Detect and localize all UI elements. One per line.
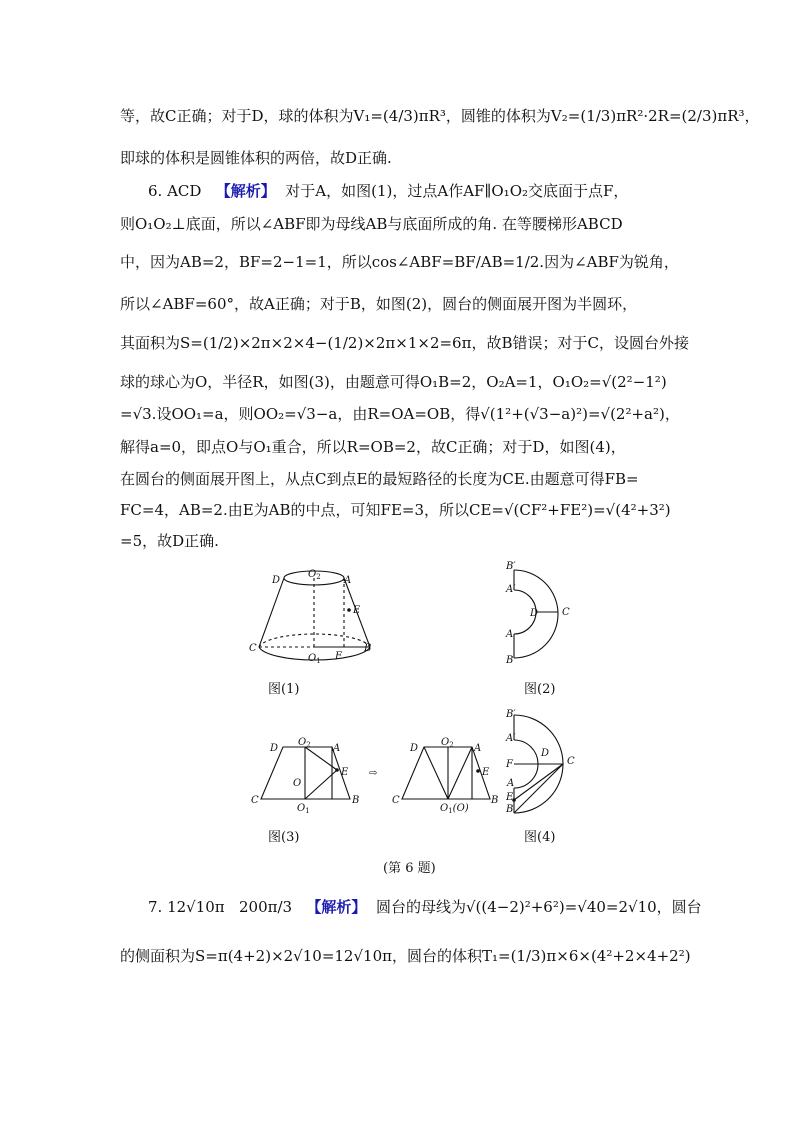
fig3-label-E: E bbox=[341, 767, 349, 778]
fig3-label-O: O bbox=[293, 778, 302, 789]
fig4-label-A: A bbox=[507, 778, 515, 789]
fig4-caption: 图(4) bbox=[524, 830, 556, 845]
fig1-label-O2: $O_2$ bbox=[308, 569, 321, 581]
fig4-label-Ap: A′ bbox=[506, 733, 516, 744]
para-line-10: 解得a=0，即点O与O₁重合，所以R=OB=2，故C正确；对于D，如图(4)， bbox=[120, 438, 626, 456]
analysis-tag: 【解析】 bbox=[215, 182, 276, 200]
figure-3b-trapezoid bbox=[402, 747, 490, 799]
para-line-11: 在圆台的侧面展开图上，从点C到点E的最短路径的长度为CE.由题意可得FB= bbox=[120, 470, 639, 488]
fig1-label-F: F bbox=[335, 651, 342, 662]
fig1-label-O1: $O_1$ bbox=[308, 653, 321, 665]
fig3-label-B: B bbox=[352, 795, 360, 806]
para-line-9: =√3.设OO₁=a，则OO₂=√3−a，由R=OA=OB，得√(1²+(√3−a)²)=√(2²+a²)， bbox=[120, 405, 680, 423]
transform-arrow: ⇨ bbox=[369, 768, 378, 779]
fig1-label-A: A bbox=[344, 575, 352, 586]
fig4-label-E: E bbox=[506, 792, 514, 803]
fig3-label-A: A bbox=[333, 743, 341, 754]
fig3b-label-C: C bbox=[392, 795, 400, 806]
fig2-label-A: A bbox=[506, 629, 514, 640]
analysis-tag-7: 【解析】 bbox=[306, 898, 367, 916]
fig2-caption: 图(2) bbox=[524, 682, 556, 697]
fig4-label-Bp: B′ bbox=[506, 709, 516, 720]
fig4-label-D: D bbox=[541, 748, 550, 759]
fig3b-label-O2: $O_2$ bbox=[441, 737, 454, 749]
para-line-13: =5，故D正确. bbox=[120, 532, 219, 550]
para-line-5: 中，因为AB=2，BF=2−1=1，所以cos∠ABF=BF/AB=1/2.因为∠ABF为锐角， bbox=[120, 253, 679, 271]
para-line-12: FC=4，AB=2.由E为AB的中点，可知FE=3，所以CE=√(CF²+FE²)=√(4²+3²) bbox=[120, 501, 671, 519]
fig3-label-D: D bbox=[270, 743, 279, 754]
figure-3-trapezoid bbox=[261, 747, 350, 799]
fig1-label-D: D bbox=[272, 575, 281, 586]
fig2-label-B: B bbox=[506, 655, 514, 666]
fig2-label-Ap: A′ bbox=[506, 584, 516, 595]
answer-7-text: 圆台的母线为√((4−2)²+6²)=√40=2√10，圆台 bbox=[375, 898, 702, 916]
fig1-caption: 图(1) bbox=[268, 682, 300, 697]
fig3-label-O1: $O_1$ bbox=[297, 803, 310, 815]
answer-7-first: 7. 12√10π bbox=[148, 898, 225, 916]
fig1-label-B: B bbox=[364, 643, 372, 654]
para-line-15: 的侧面积为S=π(4+2)×2√10=12√10π，圆台的体积T₁=(1/3)π×6×(4²+2×4+2²) bbox=[120, 947, 691, 965]
fig4-label-F: F bbox=[506, 759, 513, 770]
fig2-label-D: D bbox=[530, 608, 539, 619]
fig3-label-C: C bbox=[251, 795, 259, 806]
para-line-8: 球的球心为O，半径R，如图(3)，由题意可得O₁B=2，O₂A=1，O₁O₂=√(2²−1²) bbox=[120, 373, 667, 391]
fig4-label-C: C bbox=[567, 756, 575, 767]
para-line-6: 所以∠ABF=60°，故A正确；对于B，如图(2)，圆台的侧面展开图为半圆环， bbox=[120, 295, 638, 313]
answer-7-second: 200π/3 bbox=[238, 898, 293, 916]
fig4-label-B: B bbox=[506, 804, 514, 815]
problem-caption: (第 6 题) bbox=[383, 861, 436, 876]
fig1-label-C: C bbox=[249, 643, 257, 654]
fig3b-label-A: A bbox=[474, 743, 482, 754]
para-line-7: 其面积为S=(1/2)×2π×2×4−(1/2)×2π×1×2=6π，故B错误；对于C，设圆台外接 bbox=[120, 334, 689, 352]
fig3b-label-D: D bbox=[410, 743, 419, 754]
answer-6-text: 对于A，如图(1)，过点A作AF∥O₁O₂交底面于点F， bbox=[285, 182, 629, 200]
fig3b-label-E: E bbox=[482, 767, 490, 778]
fig2-label-C: C bbox=[562, 607, 570, 618]
fig2-label-Bp: B′ bbox=[506, 561, 516, 572]
fig3-label-O2: $O_2$ bbox=[298, 737, 311, 749]
fig3b-label-B: B bbox=[491, 795, 499, 806]
para-line-1: 等，故C正确；对于D，球的体积为V₁=(4/3)πR³，圆锥的体积为V₂=(1/3)πR²·2R=(2/3)πR³， bbox=[120, 107, 760, 125]
answer-6-choice: 6. ACD bbox=[148, 182, 202, 200]
fig3-caption: 图(3) bbox=[268, 830, 300, 845]
para-line-2: 即球的体积是圆锥体积的两倍，故D正确. bbox=[120, 149, 392, 167]
figure-4-annulus bbox=[514, 715, 563, 813]
fig3b-label-O1O: $O_1(O)$ bbox=[440, 803, 469, 815]
fig1-label-E: E bbox=[353, 605, 361, 616]
para-line-4: 则O₁O₂⊥底面，所以∠ABF即为母线AB与底面所成的角. 在等腰梯形ABCD bbox=[120, 215, 623, 233]
